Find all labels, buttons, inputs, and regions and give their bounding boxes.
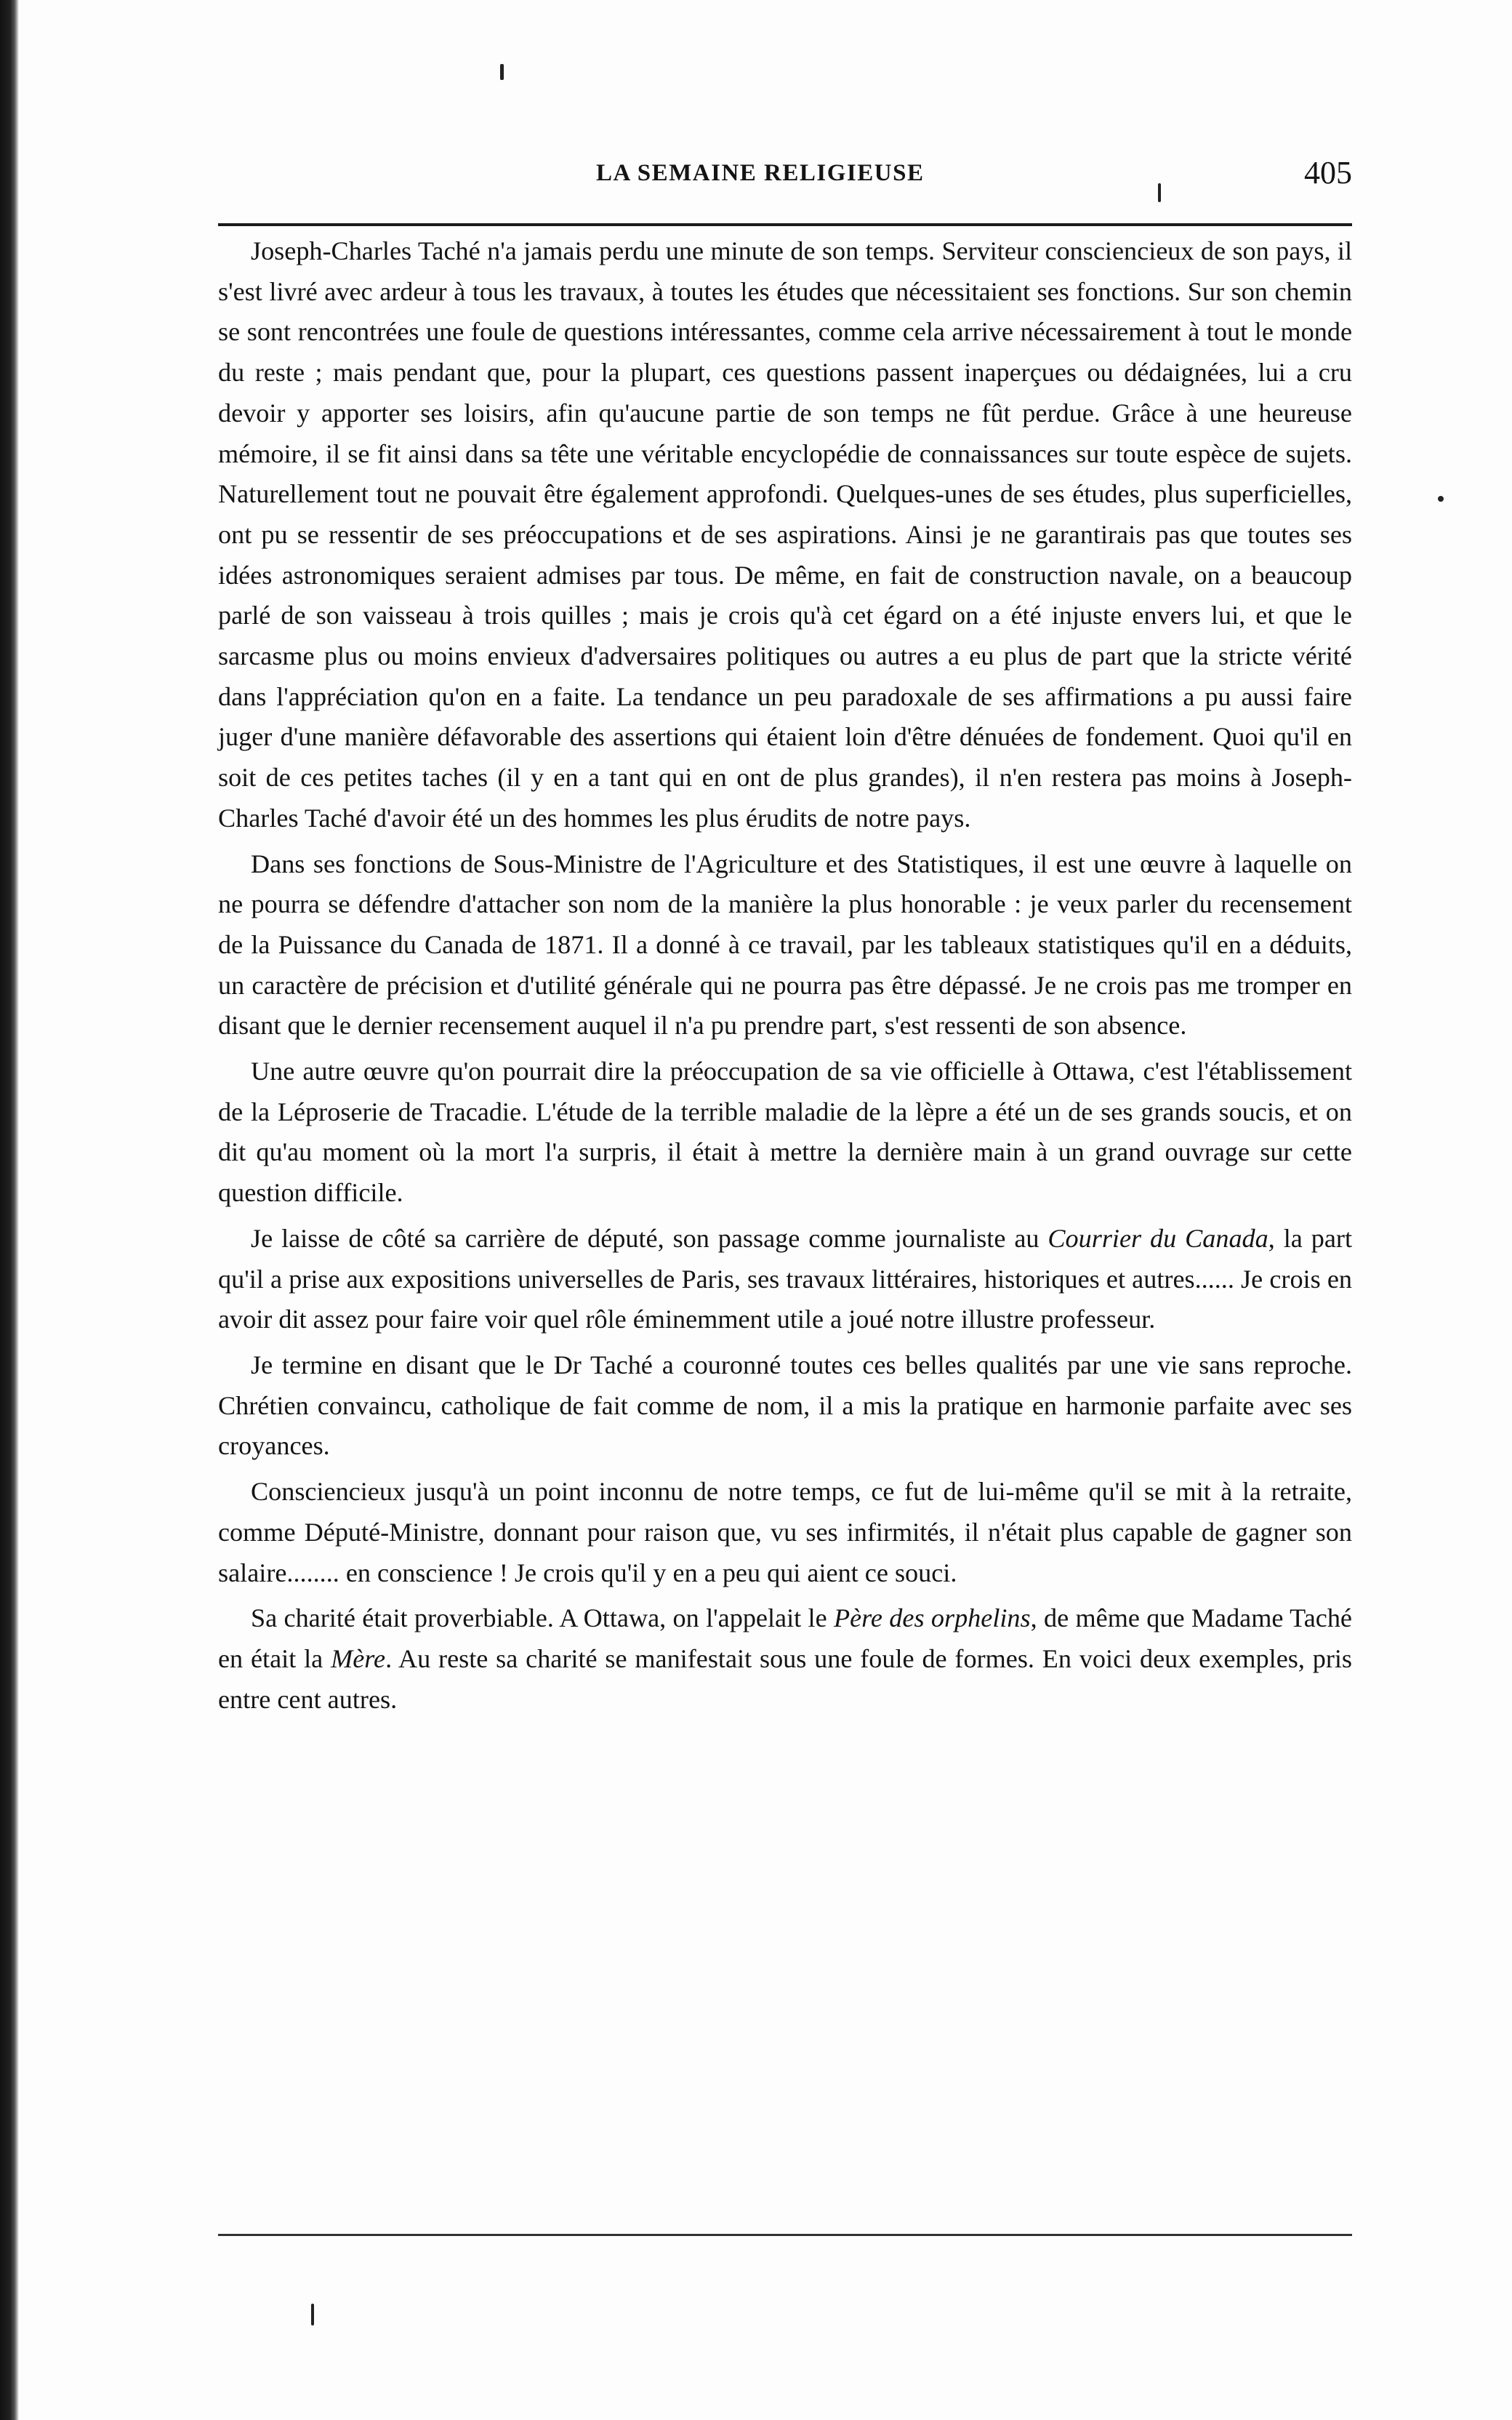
paragraph: Une autre œuvre qu'on pourrait dire la préoccupation de sa vie officielle à Ottawa, c'est l'établissement de la Léproserie de Tracadie. L'étude de la terrible maladie de la lèpre a été un de ses grands soucis, et on dit qu'au moment où la mort l'a surpris, il était à mettre la dernière main à un grand ouvrage sur cette question difficile. — [218, 1057, 1352, 1208]
page-binding-edge — [0, 0, 19, 2420]
paragraph-text: Je laisse de côté sa carrière de député, son passage comme journaliste au — [251, 1223, 1048, 1253]
scan-speck — [311, 2304, 314, 2325]
paragraph — [218, 1598, 1352, 1720]
emphasis-text: Mère — [331, 1643, 386, 1673]
paragraph-text: Sa charité était proverbiable. A Ottawa, on l'appelait le — [251, 1603, 834, 1633]
scan-speck — [500, 64, 504, 80]
body-text — [218, 231, 1352, 1725]
running-title: LA SEMAINE RELIGIEUSE — [596, 160, 925, 186]
paragraph — [218, 1219, 1352, 1340]
paragraph: Consciencieux jusqu'à un point inconnu de notre temps, ce fut de lui-même qu'il se mit à la retraite, comme Député-Ministre, donnant pour raison que, vu ses infirmités, il n'était plus capable de gagner son salaire........ en conscience ! Je crois qu'il y en a peu qui aient ce souci. — [218, 1477, 1352, 1587]
emphasis-text: Père des orphelins — [834, 1603, 1031, 1633]
page-number: 405 — [1304, 155, 1352, 191]
scan-speck — [1438, 496, 1444, 502]
paragraph-text: . Au reste sa charité se manifestait sous une foule de formes. En voici deux exemples, pris entre cent autres. — [218, 1643, 1353, 1714]
paragraph: Dans ses fonctions de Sous-Ministre de l'Agriculture et des Statistiques, il est une œuvre à laquelle on ne pourra se défendre d'attacher son nom de la manière la plus honorable : je veux parler du recensement de la Puissance du Canada de 1871. Il a donné à ce travail, par les tableaux statistiques qu'il en a déduits, un caractère de précision et d'utilité générale qui ne pourra pas être dépassé. Je ne crois pas me tromper en disant que le dernier recensement auquel il n'a pu prendre part, s'est ressenti de son absence. — [218, 849, 1352, 1041]
footer-rule — [218, 2234, 1352, 2236]
paragraph-text: , de même que Madame Taché en était la — [218, 1603, 1352, 1673]
newspaper-title: Courrier du Canada — [1047, 1223, 1268, 1253]
page-header — [218, 145, 1352, 196]
paragraph: Je termine en disant que le Dr Taché a couronné toutes ces belles qualités par une vie sans reproche. Chrétien convaincu, catholique de fait comme de nom, il a mis la pratique en harmonie parfaite avec ses croyances. — [218, 1350, 1352, 1461]
paragraph: Joseph-Charles Taché n'a jamais perdu une minute de son temps. Serviteur consciencieux de son pays, il s'est livré avec ardeur à tous les travaux, à toutes les études que nécessitaient ses fonctions. Sur son chemin se sont rencontrées une foule de questions intéressantes, comme cela arrive nécessairement à tout le monde du reste ; mais pendant que, pour la plupart, ces questions passent inaperçues ou dédaignées, lui a cru devoir y apporter ses loisirs, afin qu'aucune partie de son temps ne fût perdue. Grâce à une heureuse mémoire, il se fit ainsi dans sa tête une véritable encyclopédie de connaissances sur toute espèce de sujets. Naturellement tout ne pouvait être également approfondi. Quelques-unes de ses études, plus superficielles, ont pu se ressentir de ses préoccupations et de ses aspirations. Ainsi je ne garantirais pas que toutes ses idées astronomiques seraient admises par tous. De même, en fait de construction navale, on a beaucoup parlé de son vaisseau à trois quilles ; mais je crois qu'à cet égard on a été injuste envers lui, et que le sarcasme plus ou moins envieux d'adversaires politiques ou autres a eu plus de part que la stricte vérité dans l'appréciation qu'on en a faite. La tendance un peu paradoxale de ses affirmations a pu aussi faire juger d'une manière défavorable des assertions qui étaient loin d'être dénuées de fondement. Quoi qu'il en soit de ces petites taches (il y en a tant qui en ont de plus grandes), il n'en restera pas moins à Joseph-Charles Taché d'avoir été un des hommes les plus érudits de notre pays. — [218, 236, 1352, 833]
paragraph-text: , la part qu'il a prise aux expositions universelles de Paris, ses travaux littéraires, historiques et autres...... Je crois en avoir dit assez pour faire voir quel rôle éminemment utile a joué notre illustre professeur. — [218, 1223, 1352, 1334]
scan-speck — [1158, 183, 1161, 202]
header-rule — [218, 223, 1352, 226]
